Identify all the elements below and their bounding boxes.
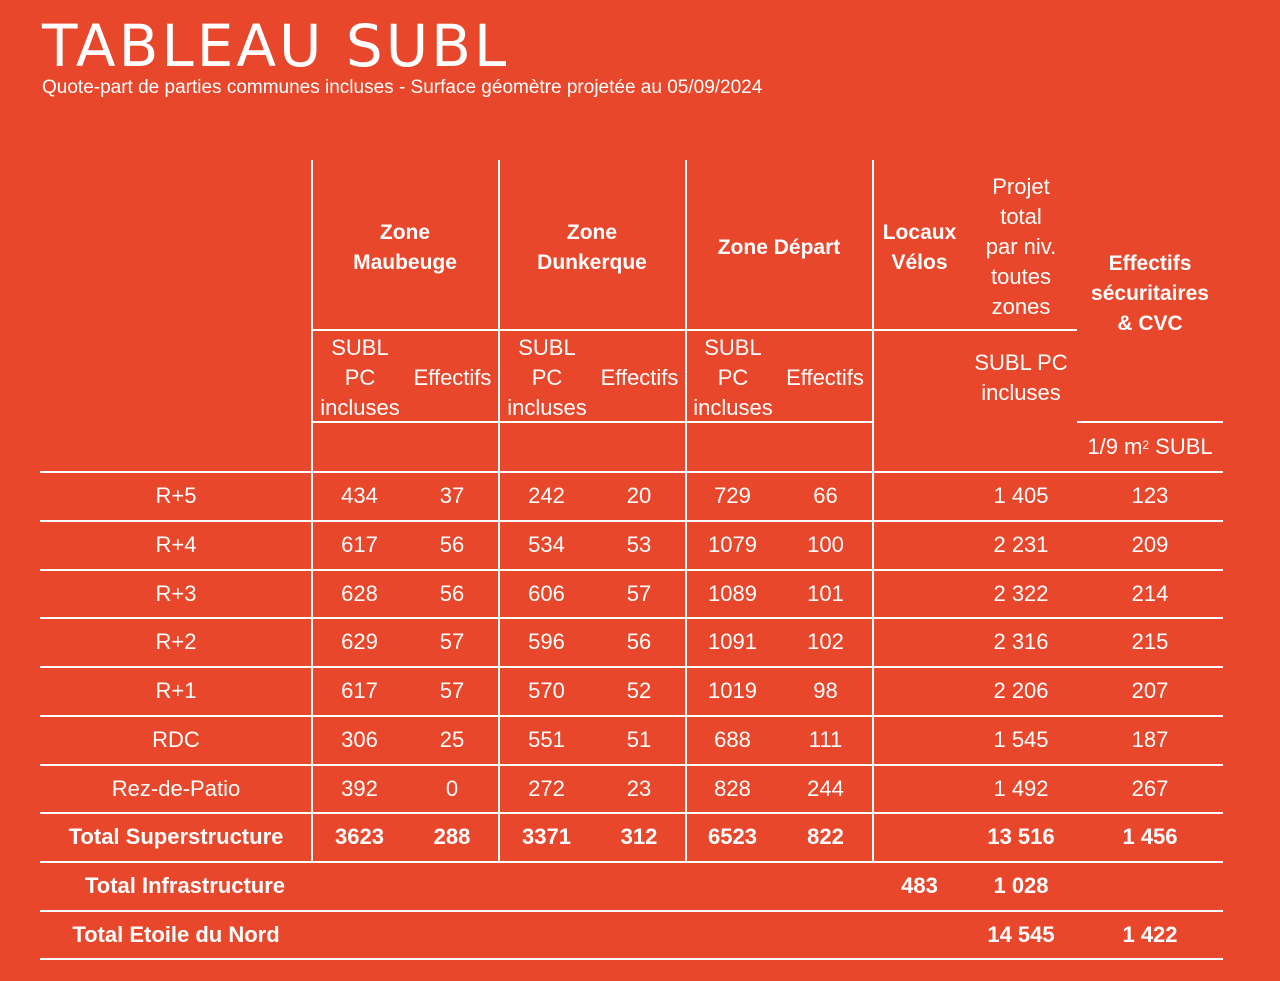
table-cell-c: 1 422 bbox=[1122, 922, 1178, 947]
header-effectifs-maubeuge: Effectifs bbox=[413, 365, 492, 390]
table-cell-v: 483 bbox=[901, 873, 938, 898]
row-label: R+4 bbox=[155, 532, 197, 557]
table-cell-t: 1 405 bbox=[993, 483, 1049, 508]
table-cell-m-s: 434 bbox=[341, 483, 378, 508]
row-label: R+3 bbox=[155, 581, 197, 606]
table-cell-m-e: 25 bbox=[439, 727, 465, 752]
table-cell-t: 13 516 bbox=[987, 824, 1055, 849]
table-cell-m-e: 57 bbox=[439, 678, 465, 703]
header-zone-maubeuge: Zone Maubeuge bbox=[353, 221, 457, 274]
table-cell-d-s: 272 bbox=[528, 776, 565, 801]
table-cell-d-e: 20 bbox=[626, 483, 652, 508]
table-cell-p-s: 828 bbox=[714, 776, 751, 801]
table-cell-d-e: 51 bbox=[626, 727, 652, 752]
table-cell-p-e: 101 bbox=[807, 581, 844, 606]
table-cell-d-e: 52 bbox=[626, 678, 652, 703]
table-cell-p-s: 688 bbox=[714, 727, 751, 752]
page-title: TABLEAU SUBL bbox=[42, 12, 510, 80]
table-cell-m-s: 306 bbox=[341, 727, 378, 752]
table-cell-d-s: 242 bbox=[528, 483, 565, 508]
row-divider bbox=[40, 471, 1223, 473]
table-cell-d-e: 57 bbox=[626, 581, 652, 606]
table-cell-m-s: 628 bbox=[341, 581, 378, 606]
row-divider bbox=[40, 764, 1223, 766]
table-cell-d-s: 596 bbox=[528, 629, 565, 654]
table-cell-p-e: 822 bbox=[807, 824, 844, 849]
header-effectifs-dunkerque: Effectifs bbox=[600, 365, 679, 390]
table-cell-c: 214 bbox=[1131, 581, 1169, 606]
table-cell-m-e: 37 bbox=[439, 483, 465, 508]
table-cell-m-e: 288 bbox=[433, 824, 471, 849]
row-label: Rez-de-Patio bbox=[111, 776, 241, 801]
row-label: R+5 bbox=[155, 483, 197, 508]
table-cell-p-s: 729 bbox=[714, 483, 751, 508]
table-cell-p-e: 98 bbox=[813, 678, 838, 703]
header-locaux-velos: Locaux Vélos bbox=[882, 221, 957, 274]
header-ratio bbox=[1077, 432, 1223, 462]
row-label: RDC bbox=[152, 727, 200, 752]
header-subl-pc-maubeuge: SUBL PC incluses bbox=[320, 335, 400, 420]
col-divider bbox=[685, 160, 687, 862]
table-cell-d-s: 551 bbox=[528, 727, 565, 752]
row-divider bbox=[40, 666, 1223, 668]
table-cell-p-e: 66 bbox=[813, 483, 838, 508]
table-cell-m-e: 57 bbox=[439, 629, 465, 654]
header-subl-pc-depart: SUBL PC incluses bbox=[693, 335, 773, 420]
table-cell-c: 207 bbox=[1131, 678, 1169, 703]
table-cell-t: 2 231 bbox=[993, 532, 1049, 557]
table-cell-t: 1 028 bbox=[993, 873, 1049, 898]
table-cell-m-e: 56 bbox=[439, 581, 465, 606]
table-cell-p-e: 111 bbox=[808, 727, 843, 752]
header-effectifs-depart: Effectifs bbox=[786, 365, 864, 390]
table-cell-p-s: 1089 bbox=[708, 581, 757, 606]
table-cell-d-e: 23 bbox=[626, 776, 652, 801]
row-divider bbox=[40, 861, 1223, 863]
header-zone-depart: Zone Départ bbox=[717, 236, 841, 259]
table-cell-d-s: 534 bbox=[528, 532, 565, 557]
table-cell-p-s: 6523 bbox=[708, 824, 757, 849]
row-divider bbox=[40, 812, 1223, 814]
table-cell-m-s: 617 bbox=[341, 532, 378, 557]
table-cell-d-e: 53 bbox=[626, 532, 652, 557]
table-cell-p-s: 1019 bbox=[708, 678, 757, 703]
table-cell-m-s: 617 bbox=[341, 678, 378, 703]
row-label: Total Etoile du Nord bbox=[72, 922, 280, 947]
table-cell-p-e: 244 bbox=[807, 776, 844, 801]
table-cell-m-s: 392 bbox=[341, 776, 378, 801]
row-label: Total Superstructure bbox=[68, 824, 284, 849]
table-cell-c: 187 bbox=[1131, 727, 1169, 752]
table-cell-t: 1 545 bbox=[993, 727, 1049, 752]
header-subl-pc-total: SUBL PC incluses bbox=[974, 350, 1068, 405]
table-cell-t: 2 206 bbox=[993, 678, 1049, 703]
row-divider bbox=[40, 958, 1223, 960]
page-subtitle: Quote-part de parties communes incluses - Surface géomètre projetée au 05/09/2024 bbox=[42, 77, 763, 98]
table-cell-d-s: 606 bbox=[528, 581, 565, 606]
row-divider bbox=[40, 910, 1223, 912]
table-cell-t: 2 316 bbox=[993, 629, 1049, 654]
table-cell-t: 14 545 bbox=[987, 922, 1055, 947]
row-divider bbox=[40, 569, 1223, 571]
table-cell-p-s: 1091 bbox=[708, 629, 757, 654]
header-projet-total: Projet total par niv. toutes zones bbox=[985, 174, 1057, 319]
table-cell-d-s: 3371 bbox=[522, 824, 571, 849]
table-cell-c: 267 bbox=[1131, 776, 1169, 801]
table-cell-p-e: 100 bbox=[807, 532, 844, 557]
table-cell-m-s: 3623 bbox=[335, 824, 384, 849]
table-cell-t: 2 322 bbox=[993, 581, 1049, 606]
row-label: R+1 bbox=[155, 678, 197, 703]
table-cell-c: 215 bbox=[1131, 629, 1169, 654]
header-divider bbox=[311, 329, 1077, 331]
table-cell-d-s: 570 bbox=[528, 678, 565, 703]
table-cell-p-e: 102 bbox=[807, 629, 844, 654]
table-cell-d-e: 56 bbox=[626, 629, 652, 654]
ratio-text: 1/9 m bbox=[1087, 434, 1143, 459]
table-cell-p-s: 1079 bbox=[708, 532, 757, 557]
header-subl-pc-dunkerque: SUBL PC incluses bbox=[507, 335, 587, 420]
row-label: R+2 bbox=[155, 629, 197, 654]
table-cell-m-e: 56 bbox=[439, 532, 465, 557]
header-zone-dunkerque: Zone Dunkerque bbox=[537, 221, 647, 274]
ratio-exponent: 2 bbox=[1142, 438, 1150, 452]
table-cell-m-s: 629 bbox=[341, 629, 378, 654]
table-cell-d-e: 312 bbox=[620, 824, 658, 849]
header-effectifs-securitaires: Effectifs sécuritaires & CVC bbox=[1091, 252, 1209, 335]
table-cell-c: 1 456 bbox=[1122, 824, 1178, 849]
table-cell-c: 123 bbox=[1131, 483, 1169, 508]
ratio-unit: SUBL bbox=[1149, 434, 1213, 459]
row-label: Total Infrastructure bbox=[84, 873, 286, 898]
table-cell-m-e: 0 bbox=[445, 776, 459, 801]
table-cell-t: 1 492 bbox=[993, 776, 1049, 801]
row-divider bbox=[40, 617, 1223, 619]
row-divider bbox=[40, 520, 1223, 522]
header-divider bbox=[1077, 421, 1223, 423]
row-divider bbox=[40, 715, 1223, 717]
table-cell-c: 209 bbox=[1131, 532, 1169, 557]
